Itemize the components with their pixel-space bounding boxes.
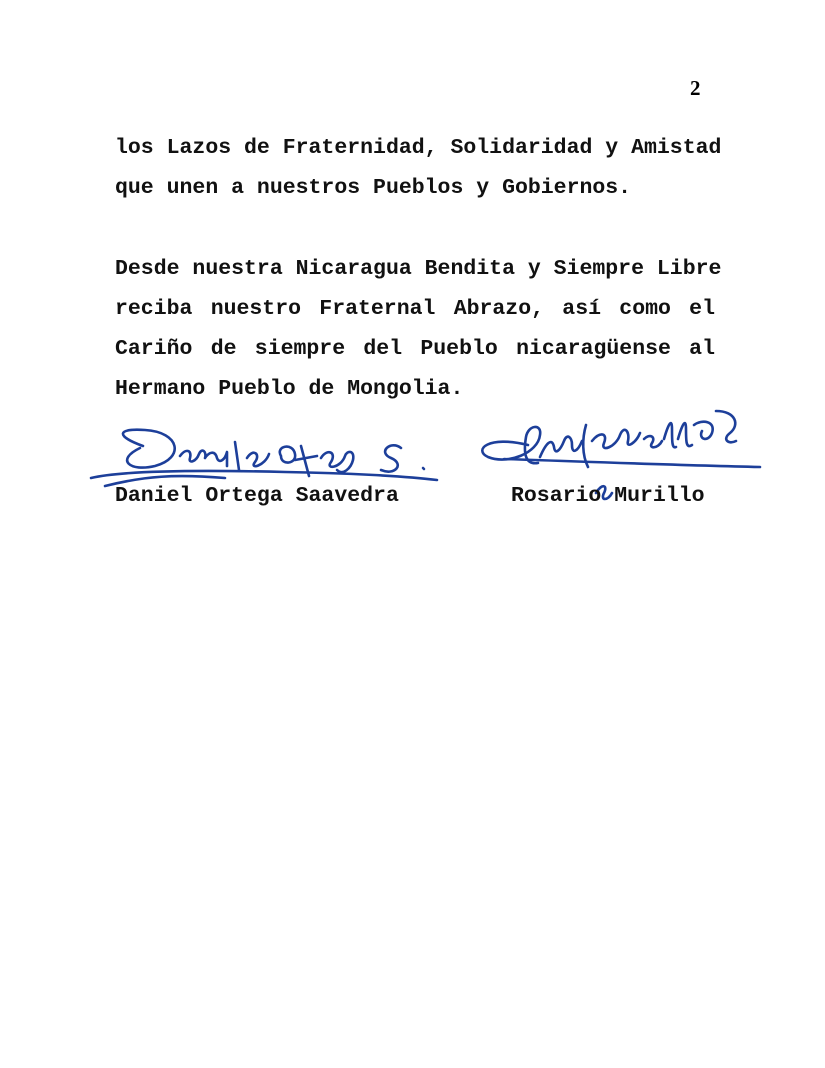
text-line: Hermano Pueblo de Mongolia.	[115, 377, 464, 401]
text-line: reciba nuestro Fraternal Abrazo, así como el	[115, 297, 715, 321]
text-line: Cariño de siempre del Pueblo nicaragüense al	[115, 337, 715, 361]
paragraph-closing-bonds	[115, 128, 722, 208]
text-line: los Lazos de Fraternidad, Solidaridad y Amistad	[115, 136, 722, 160]
paragraph-greeting	[115, 249, 722, 409]
page-number: 2	[690, 76, 701, 100]
text-line: Desde nuestra Nicaragua Bendita y Siempre Libre	[115, 257, 722, 281]
signatory-name-daniel-ortega: Daniel Ortega Saavedra	[115, 484, 399, 508]
text-line: que unen a nuestros Pueblos y Gobiernos.	[115, 176, 632, 200]
signature-daniel-ortega	[85, 418, 445, 493]
signatory-name-rosario-murillo: Rosario Murillo	[511, 484, 705, 508]
